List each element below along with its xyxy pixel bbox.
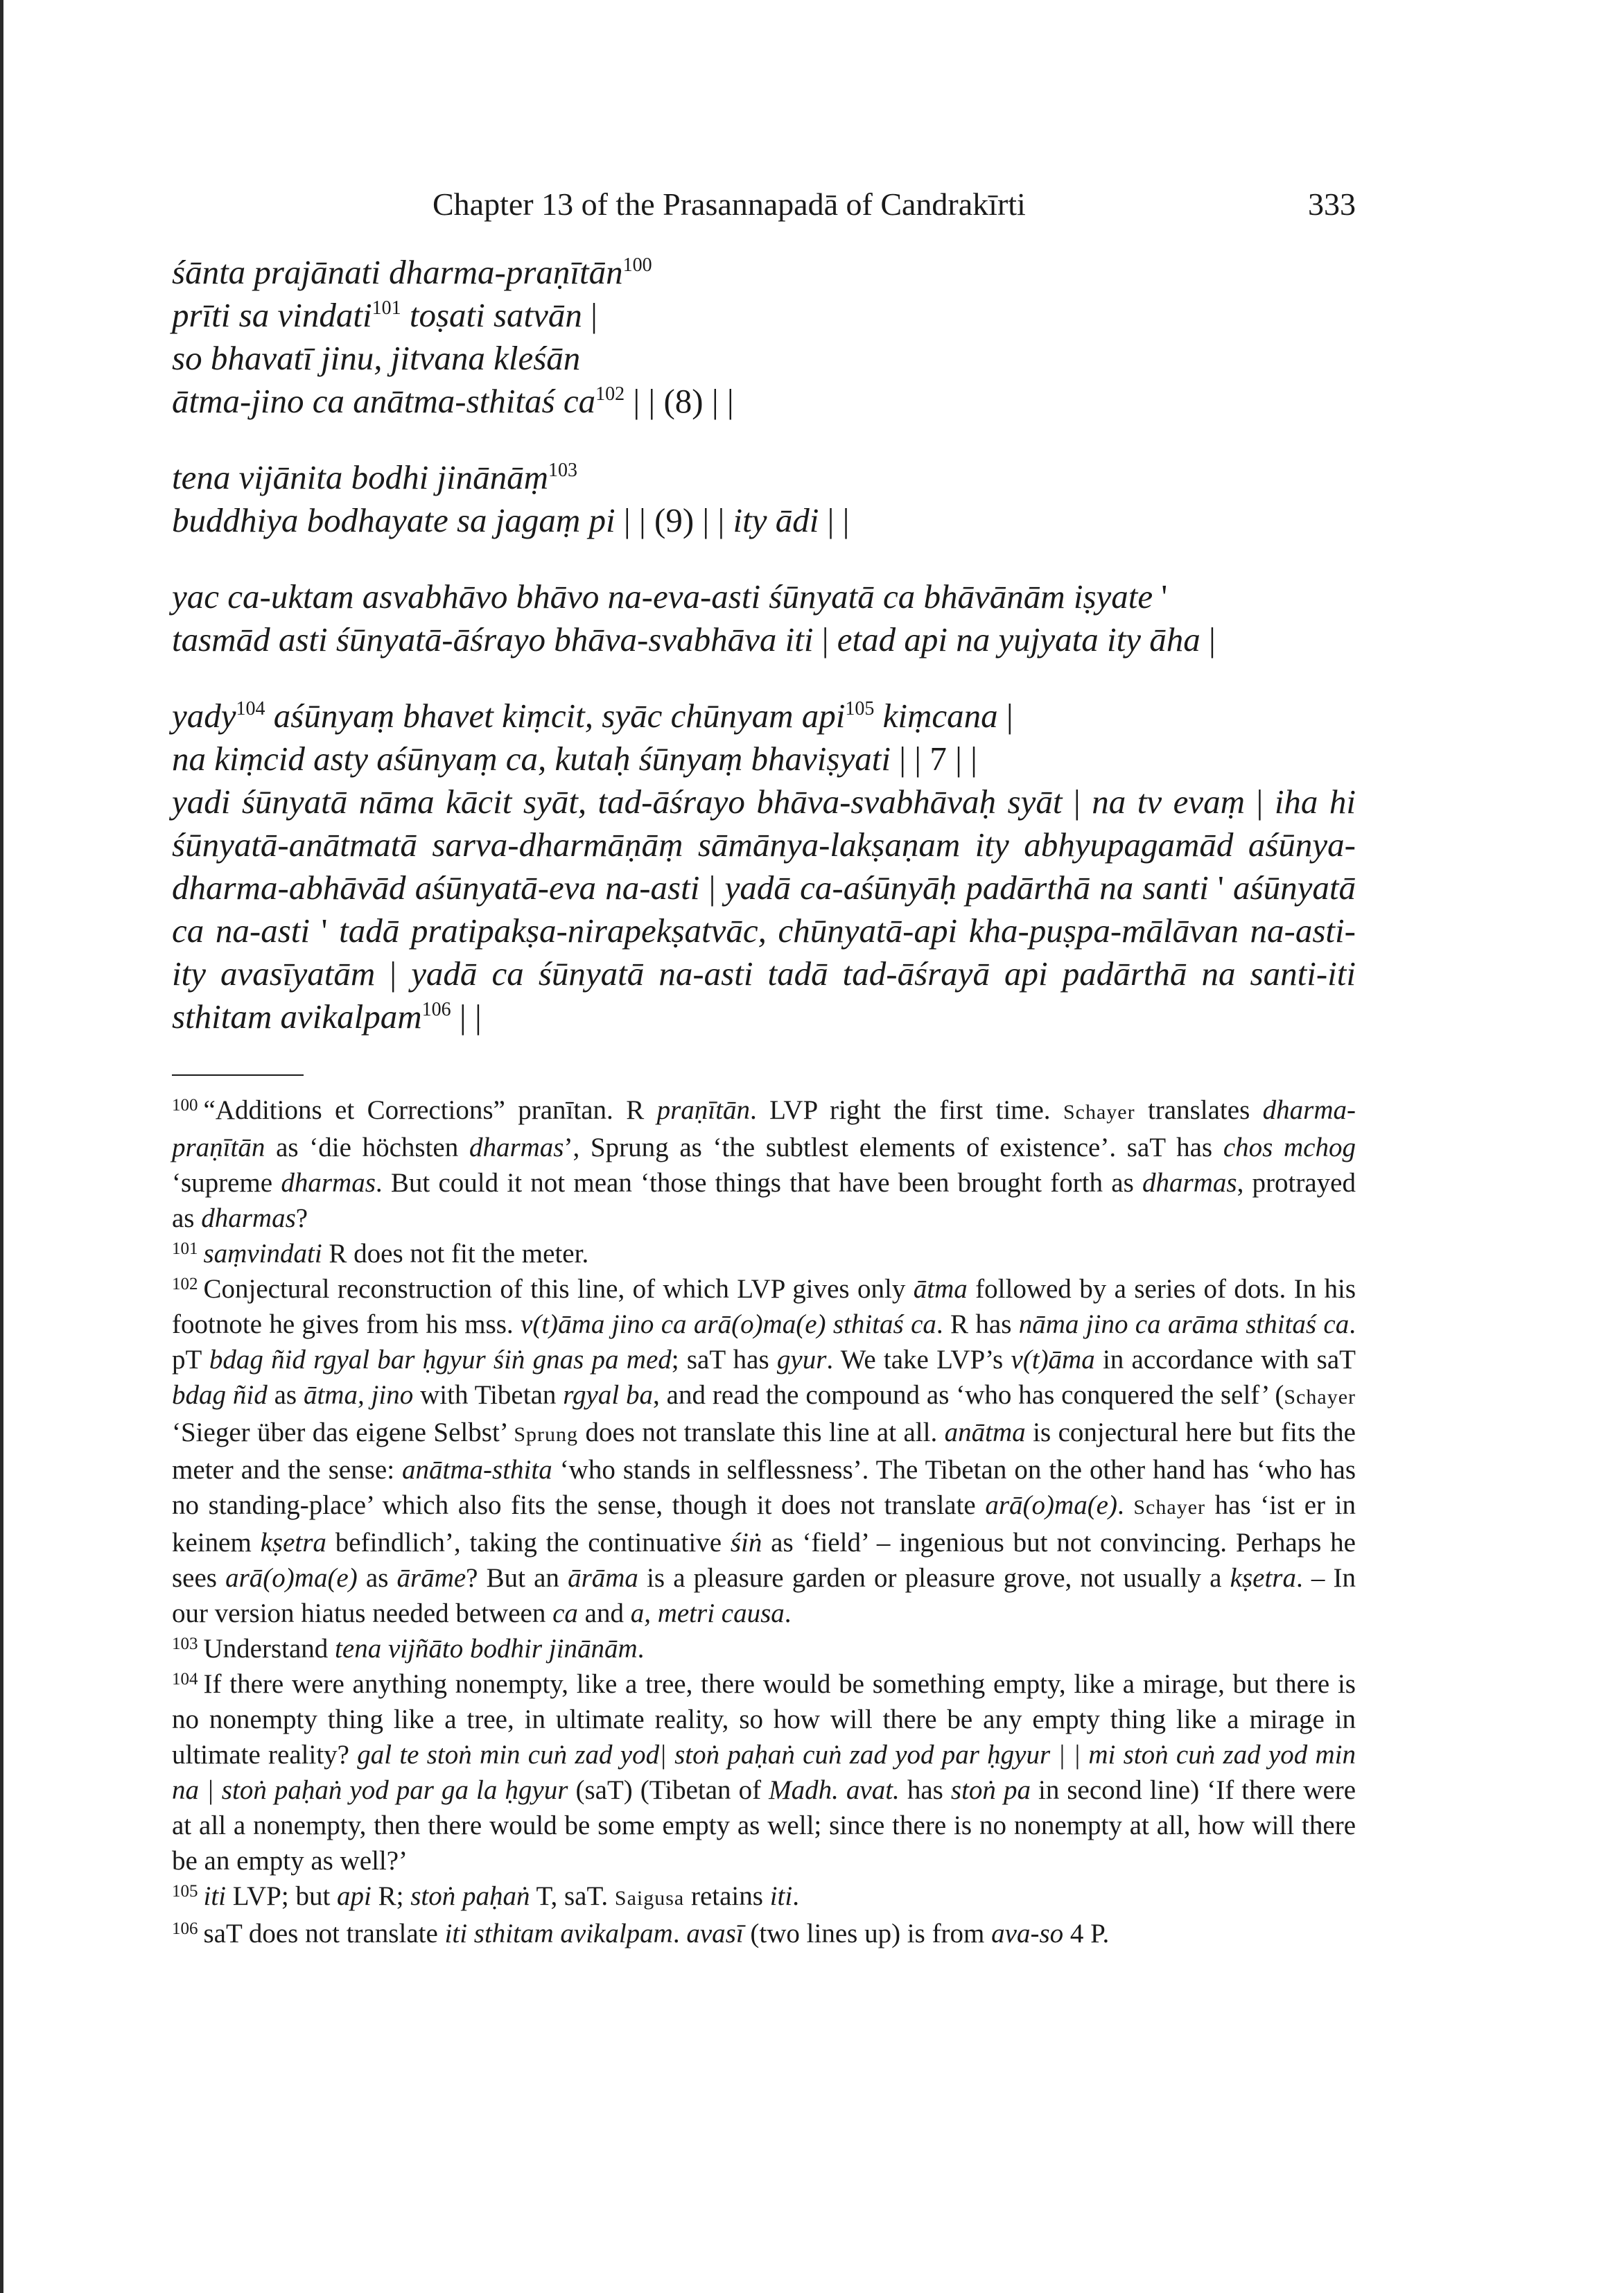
danda-mark: | | <box>819 501 850 539</box>
footnote-105 <box>172 1878 1356 1916</box>
verse-text: yady <box>172 697 236 735</box>
footnote-text: . We take LVP’s <box>826 1345 1011 1375</box>
footnote-ref: 103 <box>548 460 578 481</box>
footnote-italic: dharmas <box>1142 1168 1237 1198</box>
page-body <box>172 180 1356 1951</box>
footnote-number: 106 <box>172 1919 198 1938</box>
prose-text: na tv evaṃ <box>1092 783 1245 821</box>
danda-mark: | <box>1062 783 1092 821</box>
footnote-text: T, saT. <box>530 1881 615 1911</box>
footnote-italic: bdag ñid <box>172 1380 268 1410</box>
footnote-106 <box>172 1916 1356 1951</box>
footnote-text: retains <box>684 1881 770 1911</box>
verse-line <box>172 380 1356 423</box>
footnote-italic: dharma-praṇītān <box>172 1095 1356 1162</box>
footnote-text: R; <box>371 1881 411 1911</box>
prose-text: yadā ca śūnyatā na-asti tadā tad-āśrayā api padārthā na santi-iti sthitam avikalpam <box>172 954 1356 1036</box>
footnote-number: 101 <box>172 1239 198 1258</box>
footnote-italic: kṣetra <box>1230 1563 1296 1593</box>
page-number: 333 <box>1308 186 1356 222</box>
footnote-italic: rgyal ba <box>563 1380 654 1410</box>
footnote-text: translates <box>1135 1095 1263 1125</box>
footnote-italic: praṇītān <box>656 1095 750 1125</box>
footnote-italic: saṃvindati <box>203 1239 322 1268</box>
verse-text: kiṃcana <box>874 697 998 735</box>
footnote-ref: 100 <box>622 254 652 276</box>
footnote-italic: bdag ñid rgyal bar ḥgyur śiṅ gnas pa med <box>209 1345 672 1375</box>
footnote-104 <box>172 1666 1356 1878</box>
footnote-italic: v(t)āma jino ca arā(o)ma(e) sthitaś ca <box>521 1309 936 1339</box>
danda-mark: ' <box>1153 577 1168 616</box>
verse-stanza-9 <box>172 456 1356 542</box>
footnote-text: in accordance with saT <box>1094 1345 1356 1375</box>
danda-mark: | <box>1200 620 1216 659</box>
footnote-number: 104 <box>172 1670 198 1689</box>
footnote-103 <box>172 1631 1356 1666</box>
footnote-text: . But could it not mean ‘those things that have been brought forth as <box>375 1168 1143 1198</box>
prose-text: tadā pratipakṣa-nirapekṣatvāc, chūnyatā-api kha-puṣpa-mālāvan na-asti-ity avasīyatām <box>172 912 1356 993</box>
danda-mark: | <box>813 620 837 659</box>
verse-number-mark: | | 7 | | <box>890 740 977 778</box>
verse-line <box>172 695 1356 738</box>
footnote-100 <box>172 1092 1356 1236</box>
footnote-italic: kṣetra <box>260 1528 326 1558</box>
footnote-text: , protrayed as <box>172 1168 1356 1233</box>
footnote-text: as <box>357 1563 397 1593</box>
footnote-italic: anātma-sthita <box>402 1455 552 1485</box>
footnote-text: . – In our version hiatus needed between <box>172 1563 1356 1628</box>
running-header <box>172 180 1356 229</box>
author-name: Schayer <box>1133 1496 1205 1519</box>
footnote-text: Conjectural reconstruction of this line, of which LVP gives only <box>203 1274 914 1304</box>
footnote-text: in second line) ‘If there were at all a nonempty, then there would be some empty as well; since there is no nonempty at all, how will there be an empty as well?’ <box>172 1775 1356 1876</box>
footnote-italic: a, metri causa <box>630 1598 785 1628</box>
footnote-text: “Additions et Corrections” pranītan. R <box>203 1095 657 1125</box>
footnote-text: . <box>1117 1490 1134 1520</box>
prose-text: tasmād asti śūnyatā-āśrayo bhāva-svabhāva iti <box>172 620 814 659</box>
footnote-text: has <box>899 1775 951 1805</box>
footnote-text: befindlich’, taking the continuative <box>326 1528 731 1558</box>
footnote-italic: Madh. avat. <box>769 1775 900 1805</box>
footnote-text: ? <box>295 1203 308 1233</box>
verse-stanza-8 <box>172 251 1356 423</box>
footnote-italic: iti sthitam avikalpam <box>444 1919 673 1948</box>
footnote-italic: ava-so <box>991 1919 1064 1948</box>
footnote-text: ‘supreme <box>172 1168 281 1198</box>
verse-number-mark: | | (8) | | <box>625 382 734 420</box>
footnote-text: as <box>267 1380 304 1410</box>
footnote-text: saT does not translate <box>203 1919 445 1948</box>
verse-text: śānta prajānati dharma-praṇītān <box>172 253 623 291</box>
footnote-italic: dharmas <box>201 1203 296 1233</box>
footnote-text: ‘who stands in selflessness’. The Tibetan on the other hand has ‘who has no standing-place’ which also fits the sense, though it does not translate <box>172 1455 1356 1520</box>
footnote-102 <box>172 1271 1356 1631</box>
footnote-text: (saT) (Tibetan of <box>568 1775 769 1805</box>
footnote-ref: 104 <box>236 698 265 720</box>
footnote-text: . <box>637 1634 645 1664</box>
footnote-italic: stoṅ pa <box>950 1775 1031 1805</box>
verse-text: ity ādi <box>733 501 819 539</box>
footnote-text: . R has <box>936 1309 1019 1339</box>
footnote-italic: gal te stoṅ min cuṅ zad yod| stoṅ paḥaṅ cuṅ zad yod par ḥgyur | | mi stoṅ cuṅ zad yod min na | stoṅ paḥaṅ yod par ga la ḥgyur <box>172 1740 1356 1805</box>
footnote-number: 103 <box>172 1634 198 1653</box>
verse-line <box>172 456 1356 499</box>
footnote-text: (two lines up) is from <box>743 1919 992 1948</box>
footnote-text: . pT <box>172 1309 1356 1375</box>
verse-line <box>172 294 1356 337</box>
danda-mark: ' <box>1208 869 1234 907</box>
footnote-number: 100 <box>172 1096 198 1115</box>
footnote-text: R does not fit the meter. <box>322 1239 589 1268</box>
footnote-italic: v(t)āma <box>1011 1345 1095 1375</box>
footnote-ref: 102 <box>595 383 625 405</box>
footnote-italic: ātma <box>913 1274 968 1304</box>
danda-mark: | <box>699 869 725 907</box>
verse-text: prīti sa vindati <box>172 296 372 334</box>
footnote-text: . <box>784 1598 792 1628</box>
footnote-text: has ‘ist er in keinem <box>172 1490 1356 1558</box>
footnote-text: , and read the compound as ‘who has conquered the self’ ( <box>653 1380 1284 1410</box>
footnote-italic: chos mchog <box>1223 1133 1356 1162</box>
danda-mark: | <box>591 296 597 334</box>
footnote-number: 105 <box>172 1882 198 1901</box>
footnote-ref: 105 <box>845 698 875 720</box>
footnote-text: ; saT has <box>671 1345 777 1375</box>
footnote-text: is a pleasure garden or pleasure grove, not usually a <box>638 1563 1230 1593</box>
verse-line <box>172 251 1356 294</box>
footnote-text: as ‘field’ – ingenious but not convincing. Perhaps he sees <box>172 1528 1356 1593</box>
footnote-text: followed by a series of dots. In his footnote he gives from his mss. <box>172 1274 1356 1339</box>
verse-line <box>172 499 1356 542</box>
prose-text: aśūnyatā ca na-asti <box>172 869 1356 950</box>
author-name: Schayer <box>1063 1101 1135 1124</box>
verse-text: na kiṃcid asty aśūnyaṃ ca, kutaḥ śūnyaṃ bhaviṣyati <box>172 740 891 778</box>
footnote-text: with Tibetan <box>413 1380 564 1410</box>
footnote-rule <box>172 1074 304 1076</box>
verse-number-mark: | | (9) | | <box>615 501 733 539</box>
footnote-ref: 101 <box>372 297 401 319</box>
verse-karika-7 <box>172 695 1356 781</box>
footnote-text: does not translate this line at all. <box>578 1418 945 1447</box>
footnote-italic: iti <box>769 1881 793 1911</box>
footnote-text: ’, Sprung as ‘the subtlest elements of existence’. saT has <box>564 1133 1223 1162</box>
footnote-italic: śiṅ <box>730 1528 762 1558</box>
prose-objection <box>172 575 1356 661</box>
footnote-italic: ārāme <box>396 1563 466 1593</box>
footnote-italic: ātma, jino <box>303 1380 414 1410</box>
prose-line <box>172 618 1356 661</box>
verse-text: tena vijānita bodhi jinānāṃ <box>172 458 549 496</box>
verse-line: so bhavatī jinu, jitvana kleśān <box>172 339 581 377</box>
footnote-italic: dharmas <box>281 1168 376 1198</box>
footnote-text: ? But an <box>466 1563 568 1593</box>
footnote-italic: nāma jino ca arāma sthitaś ca <box>1018 1309 1350 1339</box>
prose-line <box>172 575 1356 618</box>
footnote-italic: iti <box>203 1881 227 1911</box>
prose-text: yac ca-uktam asvabhāvo bhāvo na-eva-asti śūnyatā ca bhāvānām iṣyate <box>172 577 1153 616</box>
author-name: Saigusa <box>614 1887 685 1910</box>
verse-text: toṣati satvān <box>401 296 591 334</box>
danda-mark: | <box>375 954 412 993</box>
footnote-italic: api <box>337 1881 372 1911</box>
footnote-text: . <box>672 1919 687 1948</box>
footnote-text: . LVP right the first time. <box>749 1095 1063 1125</box>
footnote-italic: ca <box>552 1598 578 1628</box>
footnote-number: 102 <box>172 1275 198 1293</box>
verse-text: buddhiya bodhayate sa jagaṃ pi <box>172 501 615 539</box>
prose-text: iha hi śūnyatā-anātmatā sarva-dharmāṇāṃ sāmānya-lakṣaṇam ity abhyupagamād aśūnya-dharma-abhāvād aśūnyatā-eva na-asti <box>172 783 1356 907</box>
danda-mark: | <box>1245 783 1275 821</box>
footnote-italic: dharmas <box>469 1133 564 1162</box>
footnotes <box>172 1092 1356 1951</box>
footnote-italic: anātma <box>944 1418 1026 1447</box>
footnote-text: and <box>577 1598 631 1628</box>
author-name: Sprung <box>514 1423 579 1446</box>
footnote-101 <box>172 1236 1356 1271</box>
scan-margin-edge <box>0 0 3 2293</box>
verse-text: aśūnyaṃ bhavet kiṃcit, syāc chūnyam api <box>265 697 846 735</box>
footnote-italic: gyur <box>776 1345 827 1375</box>
footnote-italic: stoṅ paḥaṅ <box>410 1881 530 1911</box>
footnote-italic: arā(o)ma(e) <box>985 1490 1117 1520</box>
footnote-text: LVP; but <box>226 1881 338 1911</box>
footnote-text: as ‘die höchsten <box>265 1133 469 1162</box>
prose-text: etad api na yujyata ity āha <box>837 620 1200 659</box>
prose-text: yadā ca-aśūnyāḥ padārthā na santi <box>724 869 1209 907</box>
verse-line <box>172 738 1356 781</box>
verse-text: ātma-jino ca anātma-sthitaś ca <box>172 382 596 420</box>
running-title: Chapter 13 of the Prasannapadā of Candrakīrti <box>433 186 1026 222</box>
footnote-italic: tena vijñāto bodhir jinānām <box>335 1634 638 1664</box>
footnote-italic: avasī <box>686 1919 744 1948</box>
prose-text: yadi śūnyatā nāma kācit syāt, tad-āśrayo bhāva-svabhāvaḥ syāt <box>172 783 1063 821</box>
danda-mark: | <box>997 697 1013 735</box>
footnote-ref: 106 <box>421 999 451 1020</box>
footnote-text: Understand <box>203 1634 335 1664</box>
prose-commentary <box>172 781 1356 1038</box>
footnote-text: is conjectural here but fits the meter and the sense: <box>172 1418 1356 1485</box>
footnote-text: If there were anything nonempty, like a tree, there would be something empty, like a mirage, but there is no nonempty thing like a tree, in ultimate reality, so how will there be any empty thing like a mirage in ultimate reality? <box>172 1669 1356 1770</box>
footnote-text: 4 P. <box>1063 1919 1110 1948</box>
footnote-text: . <box>792 1881 799 1911</box>
author-name: Schayer <box>1284 1386 1356 1409</box>
footnote-text: ‘Sieger über das eigene Selbst’ <box>172 1418 514 1447</box>
danda-mark: | | <box>451 997 482 1036</box>
danda-mark: ' <box>310 912 340 950</box>
footnote-italic: ārāma <box>568 1563 638 1593</box>
footnote-italic: arā(o)ma(e) <box>225 1563 358 1593</box>
